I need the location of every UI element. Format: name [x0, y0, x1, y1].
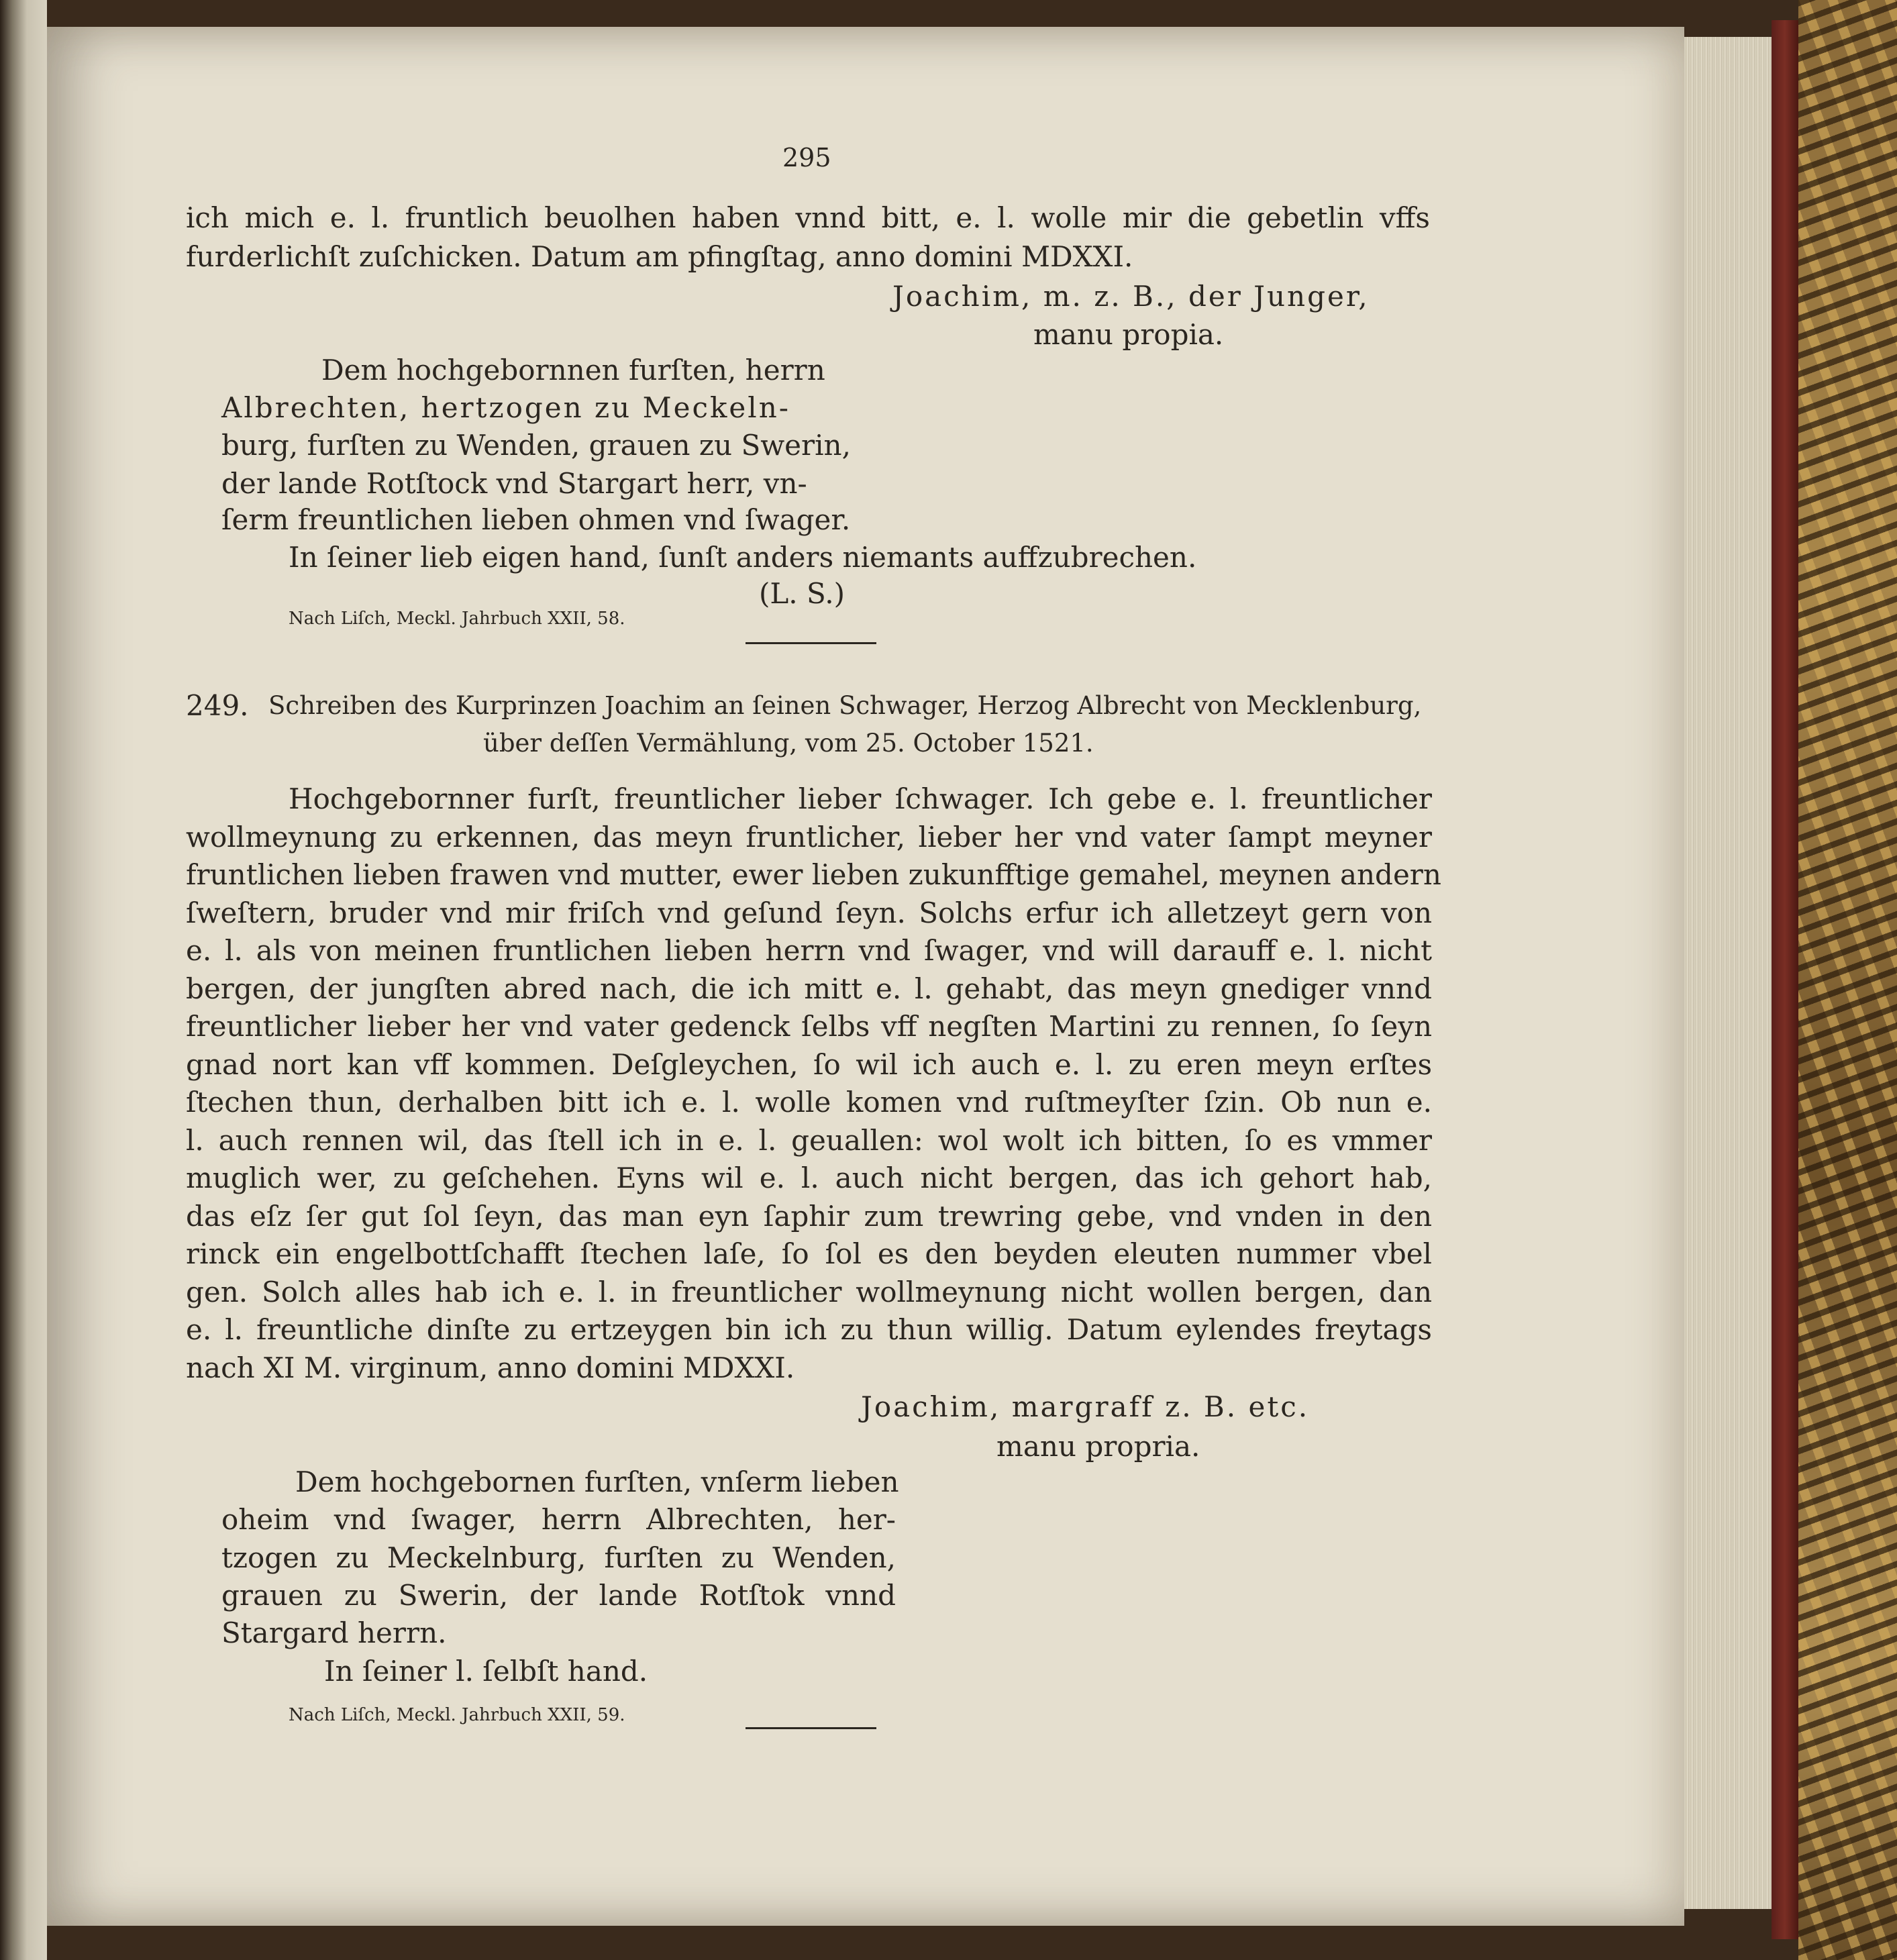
- body-line: l. auch rennen wil, das ſtell ich in e. l. geuallen: wol wolt ich bitten, ſo es vmmer: [186, 1124, 1432, 1157]
- body-line: nach XI M. virginum, anno domini MDXXI.: [186, 1351, 795, 1384]
- seal-mark: (L. S.): [759, 577, 845, 610]
- page-block-edges: [1684, 37, 1772, 1909]
- book-cover-edge: [1772, 20, 1798, 1939]
- body-line: muglich wer, zu geſchehen. Eyns wil e. l. auch nicht bergen, das ich gehort hab,: [186, 1162, 1432, 1194]
- address-line: grauen zu Swerin, der lande Rotſtok vnnd: [221, 1579, 896, 1612]
- section-divider: [746, 642, 876, 644]
- section-divider: [746, 1727, 876, 1729]
- letter-number: 249.: [186, 689, 249, 722]
- signature-note: manu propia.: [1033, 318, 1224, 351]
- body-line: gen. Solch alles hab ich e. l. in freuntlicher wollmeynung nicht wollen bergen, dan: [186, 1276, 1432, 1308]
- body-line: wollmeynung zu erkennen, das meyn fruntlicher, lieber her vnd vater ſampt meyner: [186, 821, 1432, 854]
- body-line: bergen, der jungſten abred nach, die ich mitt e. l. gehabt, das meyn gnediger vnnd: [186, 972, 1432, 1005]
- address-line: Dem hochgebornnen furſten, herrn: [321, 354, 825, 386]
- body-line: ſweſtern, bruder vnd mir friſch vnd geſund ſeyn. Solchs erfur ich alletzeyt gern von: [186, 896, 1432, 929]
- address-line: der lande Rotſtock vnd Stargart herr, vn-: [221, 467, 807, 500]
- body-line: Hochgebornner furſt, freuntlicher lieber ſchwager. Ich gebe e. l. freuntlicher: [289, 782, 1432, 815]
- marbled-endpaper: [1798, 0, 1897, 1960]
- facing-page-edge: [0, 0, 47, 1960]
- body-line: rinck ein engelbottſchafft ſtechen laſe, ſo ſol es den beyden eleuten nummer vbel: [186, 1237, 1432, 1270]
- address-line: ſerm freuntlichen lieben ohmen vnd ſwager.: [221, 503, 851, 536]
- body-line: freuntlicher lieber her vnd vater gedenck ſelbs vff negſten Martini zu rennen, ſo ſeyn: [186, 1010, 1432, 1043]
- page-number: 295: [782, 143, 831, 172]
- body-line: fruntlichen lieben frawen vnd mutter, ewer lieben zukunfftige gemahel, meynen andern: [186, 858, 1441, 891]
- signature-note: manu propria.: [996, 1430, 1200, 1463]
- address-line: burg, furſten zu Wenden, grauen zu Swerin,: [221, 429, 851, 462]
- address-note: In ſeiner l. ſelbſt hand.: [324, 1655, 648, 1688]
- address-line: oheim vnd ſwager, herrn Albrechten, her-: [221, 1503, 896, 1536]
- address-line: tzogen zu Meckelnburg, furſten zu Wenden,: [221, 1541, 896, 1574]
- signature: Joachim, m. z. B., der Junger,: [892, 280, 1370, 313]
- body-line: e. l. freuntliche dinſte zu ertzeygen bin ich zu thun willig. Datum eylendes freytags: [186, 1313, 1432, 1346]
- letter-heading: über deſſen Vermählung, vom 25. October 1521.: [483, 729, 1094, 758]
- body-line: das eſz ſer gut ſol ſeyn, das man eyn ſaphir zum trewring gebe, vnd vnden in den: [186, 1200, 1432, 1233]
- source-note: Nach Liſch, Meckl. Jahrbuch XXII, 59.: [289, 1705, 625, 1725]
- address-line: Dem hochgebornen furſten, vnſerm lieben: [295, 1465, 899, 1498]
- address-line: Albrechten, hertzogen zu Meckeln-: [221, 391, 790, 424]
- letter-heading: Schreiben des Kurprinzen Joachim an ſeinen Schwager, Herzog Albrecht von Mecklenburg,: [268, 691, 1422, 720]
- body-line: ſtechen thun, derhalben bitt ich e. l. wolle komen vnd ruſtmeyſter ſzin. Ob nun e.: [186, 1086, 1432, 1119]
- body-line: e. l. als von meinen fruntlichen lieben herrn vnd ſwager, vnd will darauff e. l. nicht: [186, 934, 1432, 967]
- body-line: gnad nort kan vff kommen. Deſgleychen, ſo wil ich auch e. l. zu eren meyn erſtes: [186, 1048, 1432, 1081]
- body-line: furderlichſt zuſchicken. Datum am pfingſtag, anno domini MDXXI.: [186, 240, 1133, 273]
- signature: Joachim, margraff z. B. etc.: [861, 1390, 1310, 1423]
- body-line: ich mich e. l. fruntlich beuolhen haben vnnd bitt, e. l. wolle mir die gebetlin vffs: [186, 201, 1430, 234]
- source-note: Nach Liſch, Meckl. Jahrbuch XXII, 58.: [289, 609, 625, 629]
- address-line: Stargard herrn.: [221, 1616, 447, 1649]
- address-note: In ſeiner lieb eigen hand, ſunſt anders niemants auffzubrechen.: [289, 541, 1197, 574]
